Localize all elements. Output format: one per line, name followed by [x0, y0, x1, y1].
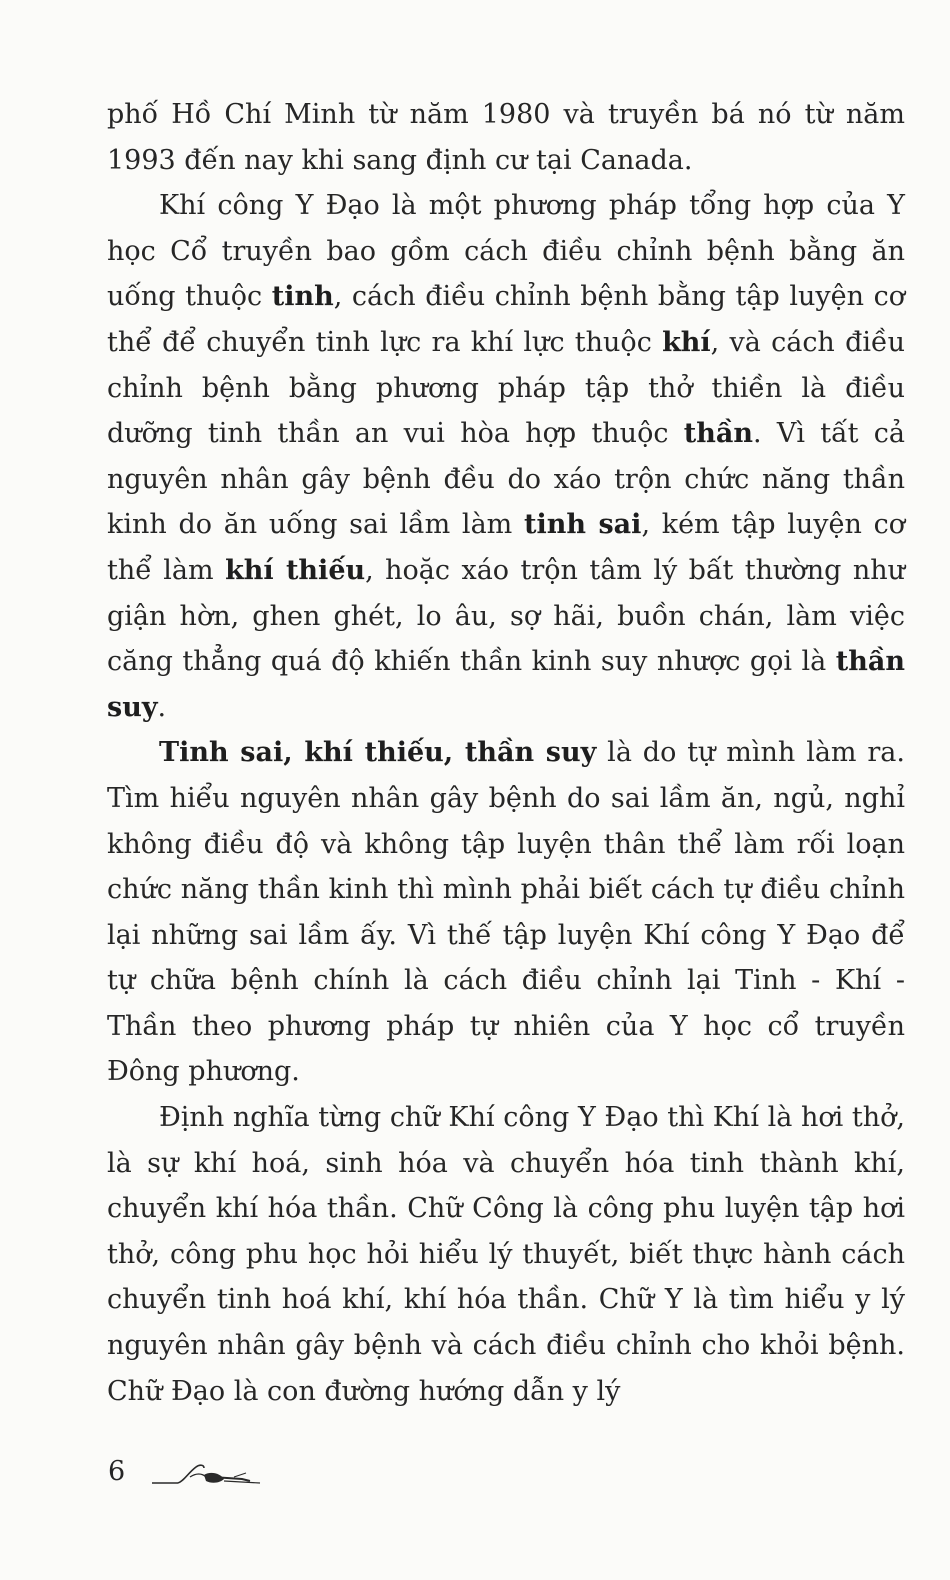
- paragraph-4: [107, 1095, 905, 1414]
- paragraph-2: [107, 183, 905, 730]
- bold-term-than: thần: [683, 418, 753, 450]
- bold-term-khi-thieu: khí thiếu: [225, 554, 366, 586]
- bold-term-tinh: tinh: [271, 281, 334, 313]
- page-body: [107, 92, 905, 1414]
- paragraph-3-text: là do tự mình làm ra. Tìm hiểu nguyên nhân gây bệnh do sai lầm ăn, ngủ, nghỉ không điều độ và không tập luyện thân thể làm rối loạn chức năng thần kinh thì mình phải biết cách tự điều chỉnh lại những sai lầm ấy. Vì thế tập luyện Khí công Y Đạo để tự chữa bệnh chính là cách điều chỉnh lại Tinh - Khí - Thần theo phương pháp tự nhiên của Y học cổ truyền Đông phương.: [107, 737, 905, 1088]
- paragraph-2-text: , hoặc xáo trộn tâm lý bất thường như giận hờn, ghen ghét, lo âu, sợ hãi, buồn chán, làm việc căng thẳng quá độ khiến thần kinh suy nhược gọi là: [107, 554, 905, 678]
- paragraph-2-text: . Vì tất cả nguyên nhân gây bệnh đều do xáo trộn chức năng thần kinh do ăn uống sai lầm làm: [107, 418, 905, 541]
- bold-term-tinh-sai: tinh sai: [523, 509, 642, 541]
- paragraph-2-text: , kém tập luyện cơ thể làm: [107, 509, 906, 586]
- paragraph-2-text: .: [157, 691, 167, 723]
- page-footer: [108, 1455, 368, 1495]
- bold-term-tinh-sai-khi-thieu-than-suy: Tinh sai, khí thiếu, thần suy: [159, 737, 597, 769]
- paragraph-2-text: , cách điều chỉnh bệnh bằng tập luyện cơ thể để chuyển tinh lực ra khí lực thuộc: [107, 281, 905, 358]
- pen-flourish-ornament-icon: [150, 1459, 270, 1491]
- paragraph-4-text: Định nghĩa từng chữ Khí công Y Đạo thì Khí là hơi thở, là sự khí hoá, sinh hóa và chuyển hóa tinh thành khí, chuyển khí hóa thần. Chữ Công là công phu luyện tập hơi thở, công phu học hỏi hiểu lý thuyết, biết thực hành cách chuyển tinh hoá khí, khí hóa thần. Chữ Y là tìm hiểu y lý nguyên nhân gây bệnh và cách điều chỉnh cho khỏi bệnh. Chữ Đạo là con đường hướng dẫn y lý: [107, 1102, 905, 1407]
- paragraph-1-text: phố Hồ Chí Minh từ năm 1980 và truyền bá nó từ năm 1993 đến nay khi sang định cư tại Canada.: [107, 99, 905, 176]
- paragraph-1: [107, 92, 905, 183]
- paragraph-2-text: , và cách điều chỉnh bệnh bằng phương pháp tập thở thiền là điều dưỡng tinh thần an vui hòa hợp thuộc: [107, 326, 905, 450]
- bold-term-than-suy: thần suy: [107, 646, 905, 723]
- page-number: 6: [108, 1456, 126, 1487]
- bold-term-khi: khí: [662, 326, 711, 358]
- paragraph-3: [107, 730, 905, 1095]
- paragraph-2-text: Khí công Y Đạo là một phương pháp tổng hợp của Y học Cổ truyền bao gồm cách điều chỉnh bệnh bằng ăn uống thuộc: [107, 190, 905, 313]
